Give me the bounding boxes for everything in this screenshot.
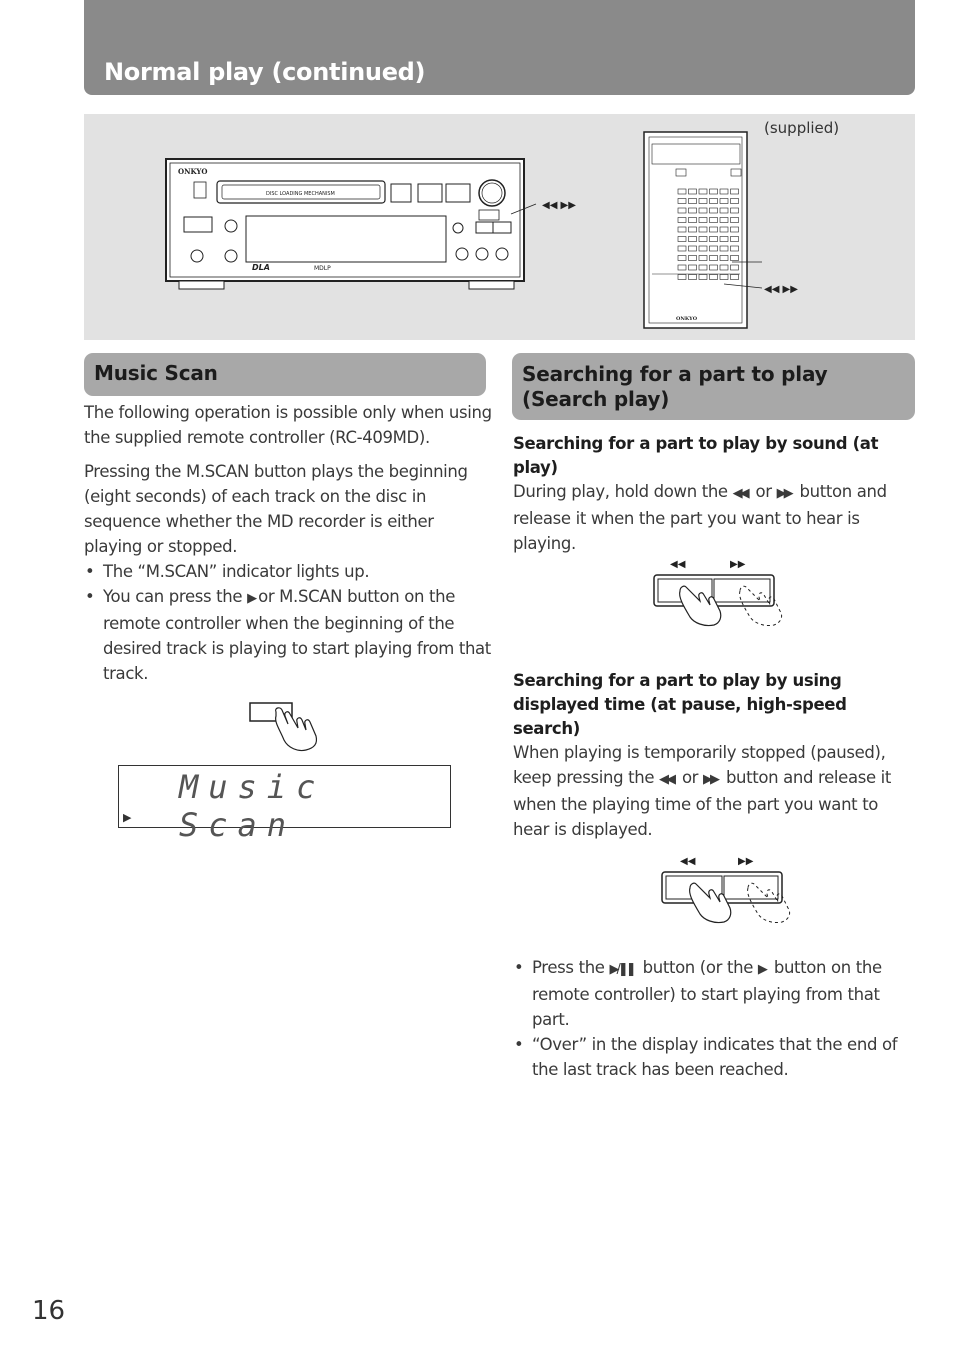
md-recorder-drawing (166, 159, 536, 289)
music-scan-para2: Pressing the M.SCAN button plays the beginning (eight seconds) of each track on the disc in sequence whether the MD recorder is either playing or stopped. (84, 462, 468, 556)
music-scan-bullet2: • You can press the ▶ or M.SCAN button on the remote controller when the beginning of the desired track is playing to start playing from that track. (84, 584, 492, 686)
music-scan-heading: Music Scan (94, 361, 218, 385)
svg-text:ONKYO: ONKYO (676, 316, 698, 322)
search-note2: • “Over” in the display indicates that the end of the last track has been reached. (513, 1032, 918, 1082)
lcd-display (118, 765, 451, 844)
svg-text:MDLP: MDLP (314, 265, 331, 272)
search-note1: • Press the ▶/❚❚ button (or the ▶ button on the remote controller) to start playing from that part. (513, 955, 918, 1032)
page-number: 16 (32, 1296, 66, 1326)
search-notes (513, 955, 918, 1082)
music-scan-header (84, 353, 486, 396)
device-illustration (84, 114, 915, 340)
page-title: Normal play (continued) (104, 58, 426, 86)
rewind-icon: ◀◀ (732, 486, 747, 501)
play-icon: ▶ (247, 591, 255, 606)
lcd-text: Music Scan (179, 768, 326, 844)
music-scan-bullet1: • The “M.SCAN” indicator lights up. (84, 559, 492, 584)
header-bar (84, 0, 915, 95)
rewind-icon: ◀◀ (659, 772, 674, 787)
svg-text:DLA: DLA (252, 263, 270, 272)
search-sub1-heading: Searching for a part to play by sound (at play) (513, 434, 879, 477)
svg-text:ONKYO: ONKYO (178, 167, 208, 176)
supplied-label: (supplied) (764, 119, 840, 137)
fast-forward-icon: ▶▶ (776, 486, 791, 501)
search-sub2-heading: Searching for a part to play by using displayed time (at pause, high-speed search) (513, 671, 847, 738)
fast-forward-icon: ▶▶ (703, 772, 718, 787)
music-scan-para1: The following operation is possible only when using the supplied remote controller (RC-409MD). (84, 403, 492, 447)
music-scan-body (84, 400, 492, 686)
front-button-pair-label: ◀◀ ▶▶ (542, 200, 576, 211)
svg-text:▶▶: ▶▶ (730, 559, 746, 570)
svg-text:◀◀: ◀◀ (680, 856, 696, 867)
skip-buttons-illustration-1 (650, 555, 795, 630)
search-play-header (512, 353, 915, 420)
play-pause-icon: ▶/❚❚ (609, 962, 634, 977)
search-sub1-body: During play, hold down the ◀◀ or ▶▶ button and release it when the part you want to hear is playing. (513, 482, 887, 553)
skip-buttons-illustration-2 (656, 852, 801, 930)
svg-text:DISC LOADING MECHANISM: DISC LOADING MECHANISM (266, 191, 335, 197)
play-indicator-icon: ▶ (123, 811, 132, 824)
search-play-heading: Searching for a part to play (Search play) (522, 362, 828, 411)
svg-text:▶▶: ▶▶ (738, 856, 754, 867)
mscan-button-illustration (240, 700, 330, 756)
illustration-panel (84, 114, 915, 340)
play-icon: ▶ (757, 962, 765, 977)
remote-button-pair-label: ◀◀ ▶▶ (764, 284, 798, 295)
search-sub2-body: When playing is temporarily stopped (paused), keep pressing the ◀◀ or ▶▶ button and release it when the playing time of the part you want to hear is displayed. (513, 743, 892, 839)
svg-text:◀◀: ◀◀ (670, 559, 686, 570)
